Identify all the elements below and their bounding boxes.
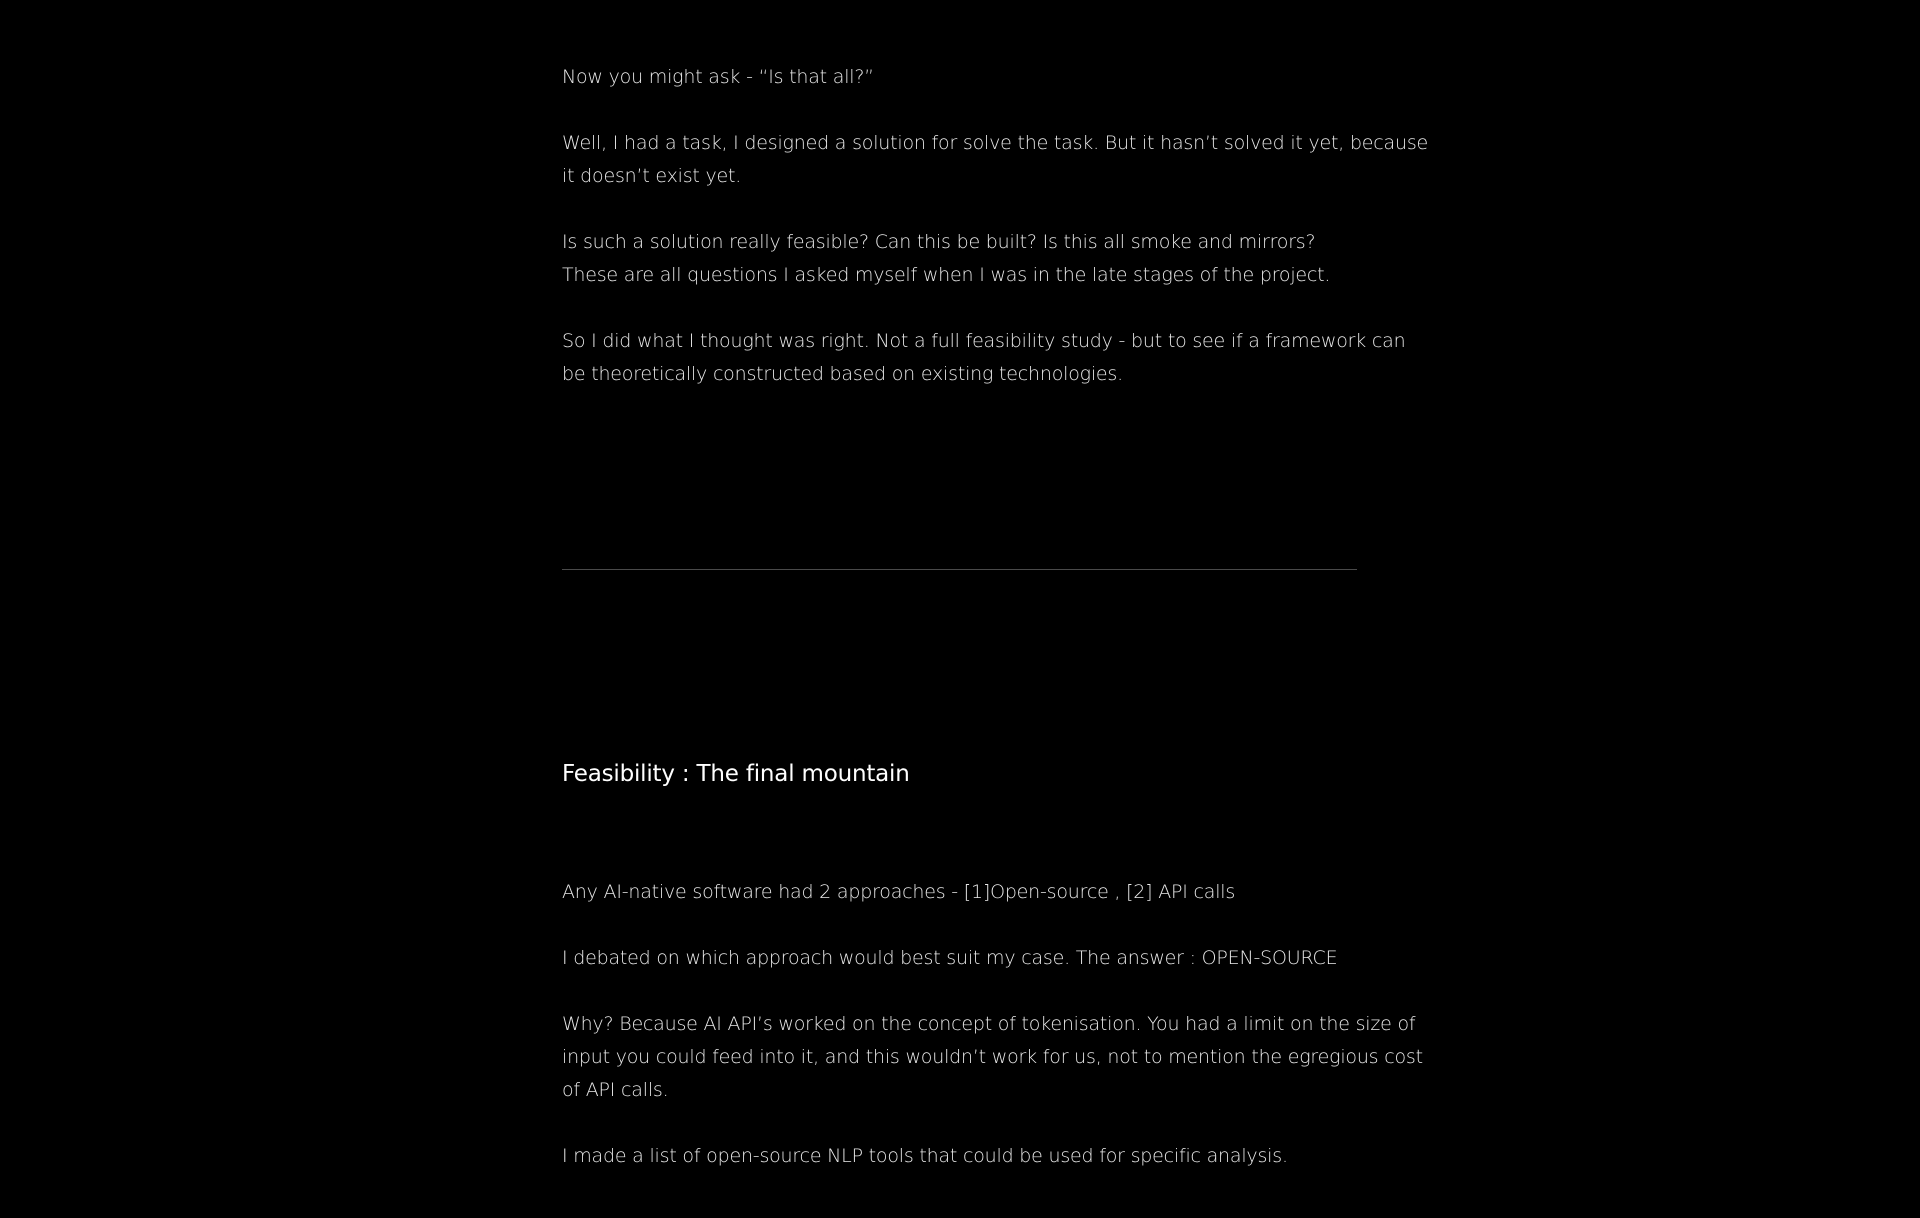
paragraph-line: it doesn’t exist yet. — [562, 165, 742, 187]
paragraph-tokenisation — [562, 1008, 1423, 1107]
paragraph-framework — [562, 325, 1406, 391]
paragraph-line: of API calls. — [562, 1079, 669, 1101]
paragraph-line: Is such a solution really feasible? Can this be built? Is this all smoke and mirrors? — [562, 231, 1316, 253]
paragraph-open-source-answer — [562, 942, 1357, 975]
paragraph-nlp-tools — [562, 1140, 1357, 1173]
paragraph-line: I made a list of open-source NLP tools that could be used for specific analysis. — [562, 1145, 1288, 1167]
paragraph-line: Now you might ask - “Is that all?” — [562, 66, 874, 88]
paragraph-is-that-all — [562, 61, 1357, 94]
paragraph-approaches — [562, 876, 1357, 909]
section-heading-feasibility: Feasibility : The final mountain — [562, 761, 910, 787]
paragraph-line: These are all questions I asked myself when I was in the late stages of the project. — [562, 264, 1331, 286]
paragraph-line: Well, I had a task, I designed a solution for solve the task. But it hasn’t solved it yet, because — [562, 132, 1429, 154]
paragraph-line: I debated on which approach would best suit my case. The answer : OPEN-SOURCE — [562, 947, 1338, 969]
paragraph-task-solution — [562, 127, 1429, 193]
paragraph-line: So I did what I thought was right. Not a full feasibility study - but to see if a framework can — [562, 330, 1406, 352]
paragraph-feasible-questions — [562, 226, 1357, 292]
section-divider — [562, 569, 1357, 570]
paragraph-line: be theoretically constructed based on existing technologies. — [562, 363, 1123, 385]
paragraph-line: Why? Because AI API’s worked on the concept of tokenisation. You had a limit on the size of — [562, 1013, 1416, 1035]
paragraph-line: input you could feed into it, and this wouldn’t work for us, not to mention the egregious cost — [562, 1046, 1423, 1068]
paragraph-line: Any AI-native software had 2 approaches - [1]Open-source , [2] API calls — [562, 881, 1236, 903]
